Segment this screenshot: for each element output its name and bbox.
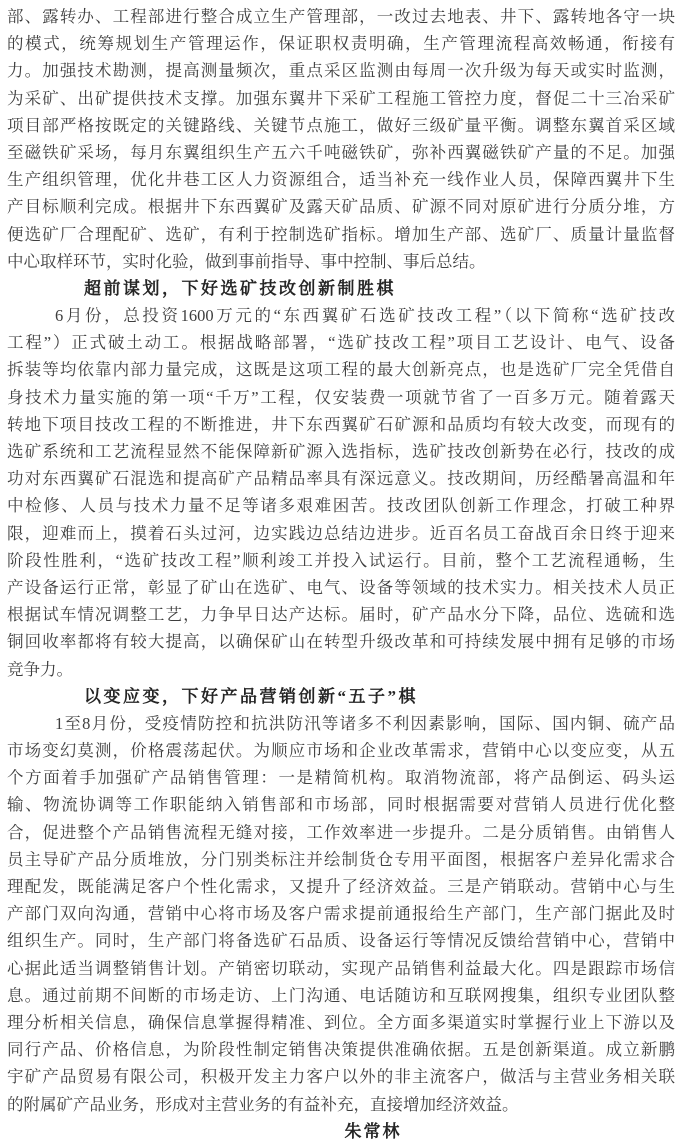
text-line: 6月份，总投资1600万元的“东西翼矿石选矿技改工程”（以下简称“选矿技改 — [55, 306, 675, 326]
text-line: 息。通过前期不间断的市场走访、上门沟通、电话随访和互联网搜集，组织专业团队整 — [7, 985, 675, 1005]
text-line: 拆装等均依靠内部力量完成，这既是这项工程的最大创新亮点，也是选矿厂完全凭借自 — [7, 360, 675, 380]
paragraph — [7, 3, 675, 275]
text-line: 根据试车情况调整工艺，力争早日达产达标。届时，矿产品水分下降，品位、选硫和选 — [7, 605, 675, 625]
text-line: 为采矿、出矿提供技术支撑。加强东翼井下采矿工程施工管控力度，督促二十三冶采矿 — [7, 88, 675, 108]
text-line: 输、物流协调等工作职能纳入销售部和市场部，同时根据需要对营销人员进行优化整 — [7, 795, 675, 815]
text-line: 生产组织管理，优化井巷工区人力资源组合，适当补充一线作业人员，保障西翼井下生 — [7, 170, 675, 190]
paragraph — [7, 710, 675, 1118]
text-line: 同行产品、价格信息，为阶段性制定销售决策提供准确依据。五是创新渠道。成立新鹏 — [7, 1040, 675, 1060]
text-line: 至磁铁矿采场，每月东翼组织生产五六千吨磁铁矿，弥补西翼磁铁矿产量的不足。加强 — [7, 142, 675, 162]
text-line: 项目部严格按既定的关键路线、关键节点施工，做好三级矿量平衡。调整东翼首采区域 — [7, 115, 675, 135]
text-line: 的附属矿产品业务，形成对主营业务的有益补充，直接增加经济效益。 — [7, 1094, 519, 1114]
text-line: 心据此适当调整销售计划。产销密切联动，实现产品销售利益最大化。四是跟踪市场信 — [7, 958, 675, 978]
text-line: 力。加强技术勘测，提高测量频次，重点采区监测由每周一次升级为每天或实时监测， — [7, 61, 675, 81]
text-line: 限，迎难而上，摸着石头过河，边实践边总结边进步。近百名员工奋战百余日终于迎来 — [7, 523, 675, 543]
text-line: 合，促进整个产品销售流程无缝对接，工作效率进一步提升。二是分质销售。由销售人 — [7, 822, 675, 842]
text-line: 部、露转办、工程部进行整合成立生产管理部，一改过去地表、井下、露转地各守一块 — [7, 7, 675, 26]
text-line: 便选矿厂合理配矿、选矿，有利于控制选矿指标。增加生产部、选矿厂、质量计量监督 — [7, 224, 675, 244]
text-line: 组织生产。同时，生产部门将备选矿石品质、设备运行等情况反馈给营销中心，营销中 — [7, 931, 675, 951]
text-line: 转地下项目技改工程的不断推进，井下东西翼矿石矿源和品质均有较大改变，而现有的 — [7, 414, 675, 434]
paragraph — [7, 302, 675, 683]
section-heading: 超前谋划，下好选矿技改创新制胜棋 — [84, 278, 396, 298]
text-line: 理分析相关信息，确保信息掌握得精准、到位。全方面多渠道实时掌握行业上下游以及 — [7, 1012, 675, 1032]
text-line: 理配发，既能满足客户个性化需求，又提升了经济效益。三是产销联动。营销中心与生 — [7, 877, 675, 896]
text-line: 市场变幻莫测，价格震荡起伏。为顺应市场和企业改革需求，营销中心以变应变，从五 — [7, 741, 675, 761]
text-line: 选矿系统和工艺流程显然不能保障新矿源入选指标，选矿技改创新势在必行，技改的成 — [7, 442, 675, 461]
text-line: 员主导矿产品分质堆放，分门别类标注并绘制货仓专用平面图，根据客户差异化需求合 — [7, 849, 675, 869]
text-line: 铜回收率都将有较大提高，以确保矿山在转型升级改革和可持续发展中拥有足够的市场 — [7, 632, 675, 652]
text-line: 产目标顺利完成。根据井下东西翼矿及露天矿品质、矿源不同对原矿进行分质分堆，方 — [7, 197, 675, 217]
text-line: 产部门双向沟通，营销中心将市场及客户需求提前通报给生产部门，生产部门据此及时 — [7, 904, 675, 924]
text-line: 工程”）正式破土动工。根据战略部署，“选矿技改工程”项目工艺设计、电气、设备 — [7, 333, 675, 353]
text-line: 功对东西翼矿石混选和提高矿产品精品率具有深远意义。技改期间，历经酷暑高温和年 — [7, 469, 675, 489]
section-heading: 以变应变，下好产品营销创新“五子”棋 — [84, 686, 418, 706]
author-byline: 朱常林 — [344, 1121, 402, 1141]
text-line: 竞争力。 — [7, 659, 73, 679]
text-line: 1至8月份，受疫情防控和抗洪防汛等诸多不利因素影响，国际、国内铜、硫产品 — [55, 713, 675, 733]
text-line: 身技术力量实施的第一项“千万”工程，仅安装费一项就节省了一百多万元。随着露天 — [7, 387, 675, 407]
text-line: 阶段性胜利，“选矿技改工程”顺利竣工并投入试运行。目前，整个工艺流程通畅，生 — [7, 550, 675, 570]
text-line: 个方面着手加强矿产品销售管理：一是精简机构。取消物流部，将产品倒运、码头运 — [7, 768, 675, 788]
text-line: 的模式，统筹规划生产管理运作，保证职权责明确，生产管理流程高效畅通，衔接有 — [7, 34, 675, 54]
text-line: 中检修、人员与技术力量不足等诸多艰难困苦。技改团队创新工作理念，打破工种界 — [7, 496, 675, 516]
text-line: 中心取样环节，实时化验，做到事前指导、事中控制、事后总结。 — [7, 251, 486, 271]
text-line: 产设备运行正常，彰显了矿山在选矿、电气、设备等领域的技术实力。相关技术人员正 — [7, 577, 675, 597]
text-line: 宇矿产品贸易有限公司，积极开发主力客户以外的非主流客户，做活与主营业务相关联 — [7, 1067, 675, 1087]
